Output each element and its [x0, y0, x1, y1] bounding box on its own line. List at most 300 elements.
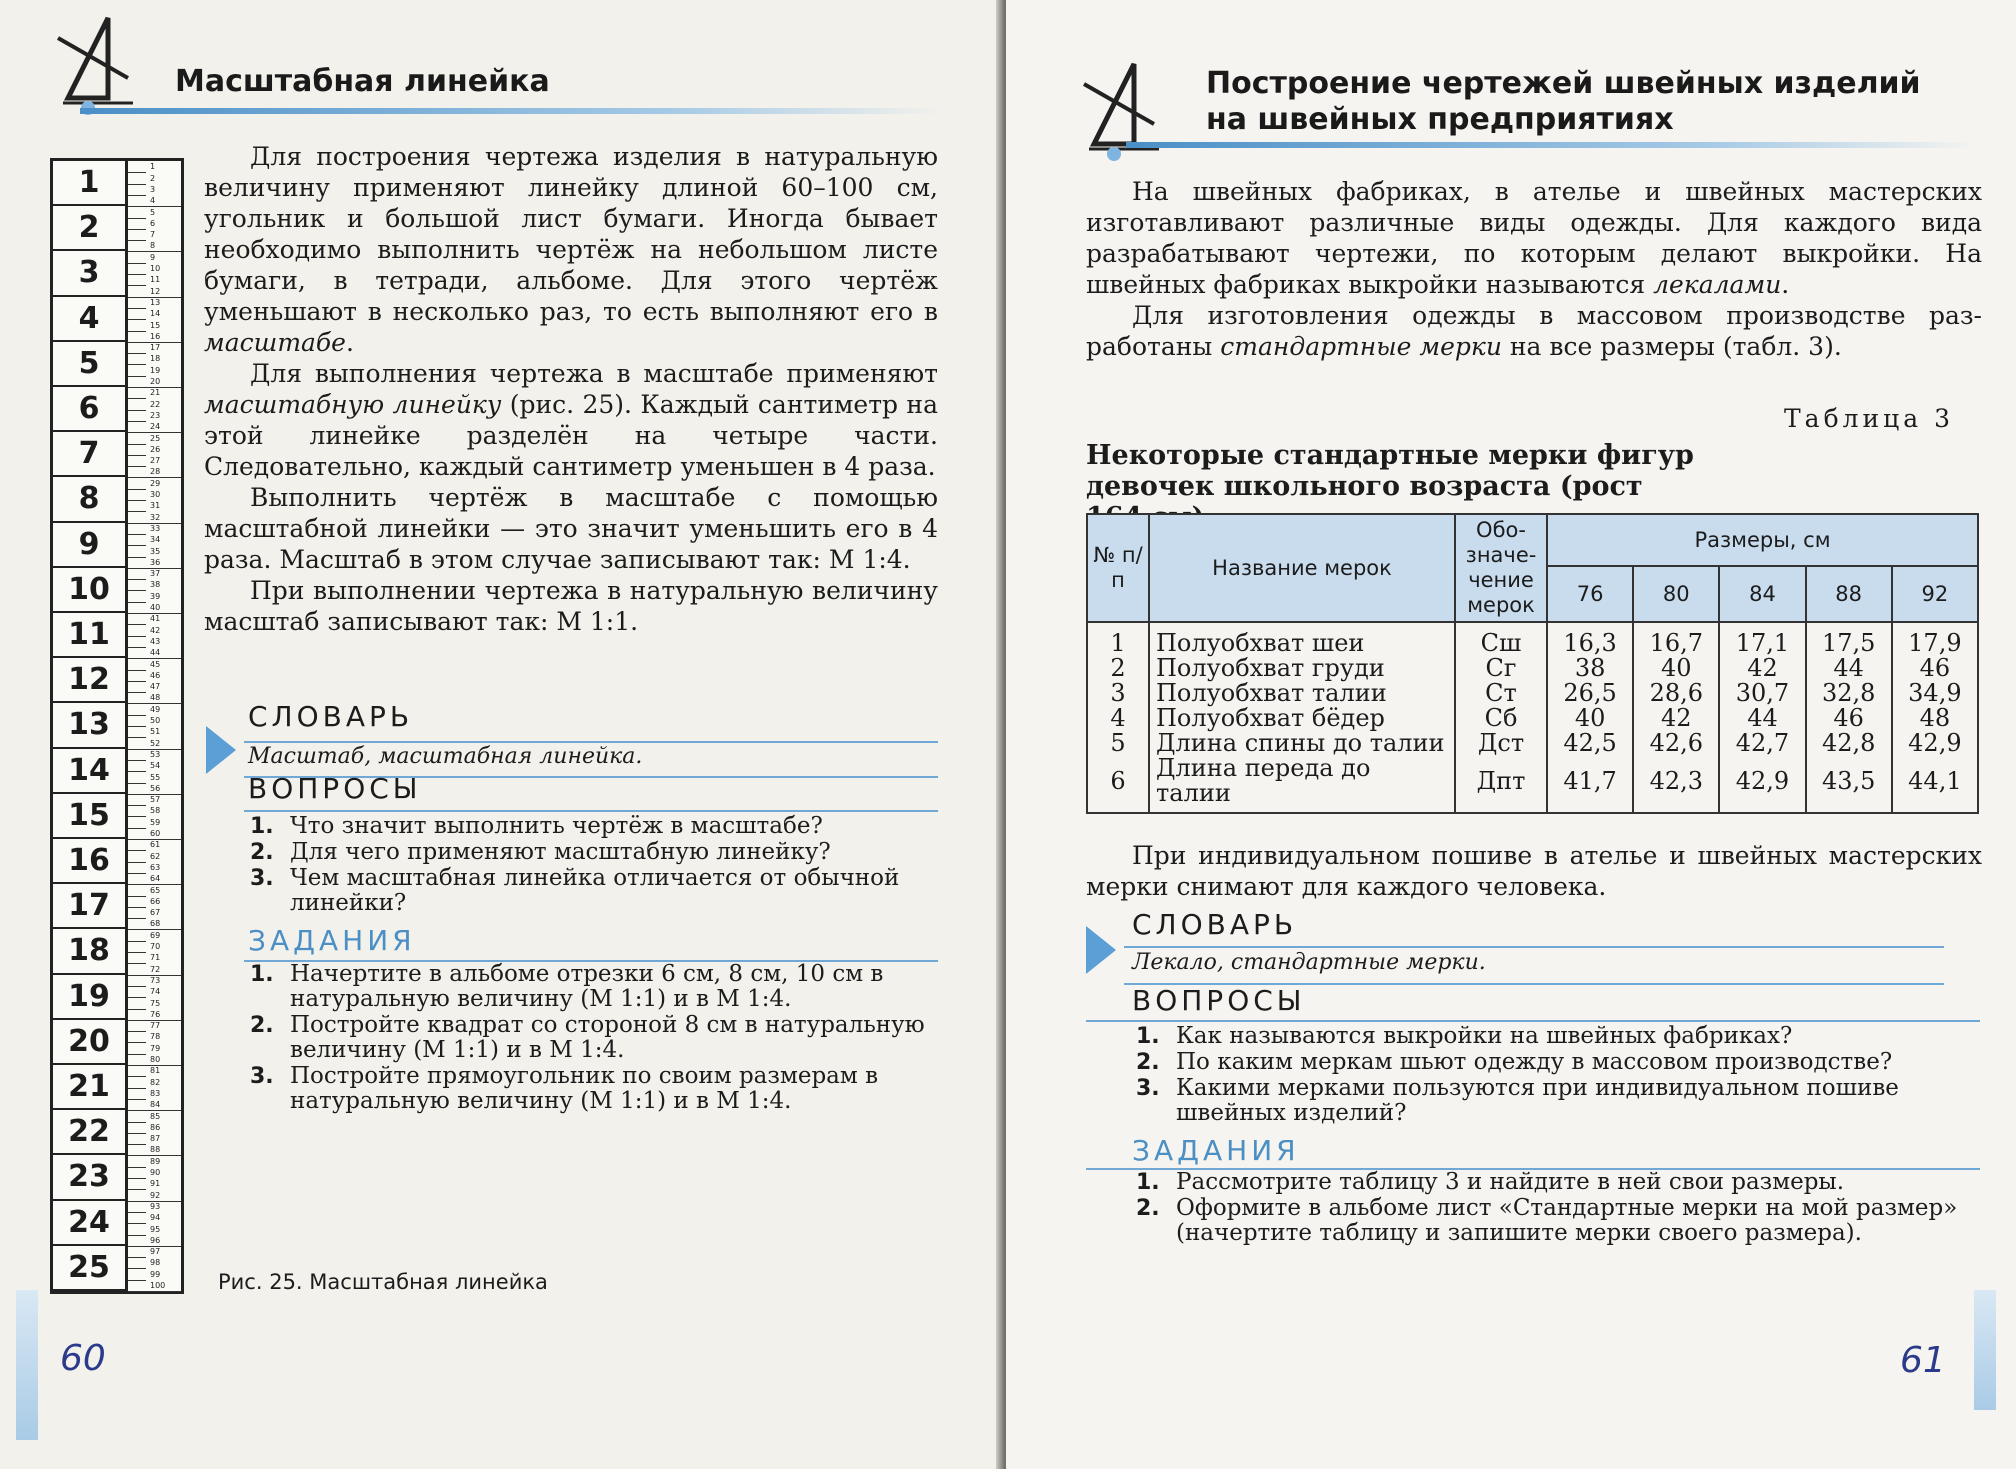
table-row [1087, 656, 1978, 681]
page-title: Построение чертежей швейных изделий на швейных предприятиях [1206, 66, 1921, 137]
ruler-tick [128, 1167, 146, 1168]
ruler-tick [128, 726, 146, 727]
ruler-tick-label: 55 [150, 772, 161, 782]
ruler-tick [128, 771, 146, 772]
ruler-tick-label: 47 [150, 682, 161, 692]
page-title: Масштабная линейка [175, 64, 550, 99]
list-item: 2. Постройте квадрат со стороной 8 см в натуральную величину (М 1:1) и в М 1:4. [250, 1012, 925, 1063]
cell-size-value: 44,1 [1892, 756, 1978, 813]
ruler-tick [128, 263, 146, 264]
column-header-num: № п/п [1087, 514, 1149, 622]
ruler-tick-label: 37 [150, 569, 161, 579]
ruler-tick [128, 907, 146, 908]
ruler-tick-label: 20 [150, 377, 161, 386]
cell-num: 4 [1087, 706, 1149, 731]
ruler-tick-label: 7 [150, 230, 156, 240]
paragraph: При выполнении чертежа в натуральную величину масштаб записывают так: М 1:1. [204, 576, 938, 636]
ruler-tick [128, 816, 146, 817]
ruler-tick [128, 1144, 146, 1145]
size-header: 88 [1806, 566, 1892, 622]
table-row [1087, 706, 1978, 731]
ruler-tick [128, 1280, 146, 1281]
ruler-tick-label: 60 [150, 829, 161, 838]
list-item: 2. Оформите в альбоме лист «Стандартные мерки на мой размер» (начертите таблицу и запишите мерки своего размера). [1136, 1195, 1958, 1246]
figure-caption: Рис. 25. Масштабная линейка [218, 1270, 548, 1294]
ruler-tick-label: 22 [150, 399, 161, 409]
ruler-tick [128, 715, 146, 716]
ruler-tick-label: 13 [150, 297, 161, 307]
ruler-tick [128, 873, 146, 874]
ruler-tick [128, 602, 146, 603]
cell-size-value: 42 [1633, 706, 1719, 731]
ruler-tick [128, 805, 146, 806]
ruler-tick-label: 19 [150, 365, 161, 375]
ruler-tick [128, 489, 146, 490]
cell-symbol: Ст [1455, 681, 1547, 706]
ruler-tick-label: 29 [150, 478, 161, 488]
ruler-tick-label: 46 [150, 670, 161, 680]
ruler-tick [128, 1088, 146, 1089]
ruler-tick-label: 59 [150, 817, 161, 827]
cell-size-value: 42,5 [1547, 731, 1633, 756]
ruler-tick-label: 58 [150, 806, 161, 816]
ruler-tick-label: 100 [150, 1281, 166, 1290]
ruler-tick [128, 1223, 146, 1224]
ruler-tick-label: 53 [150, 749, 161, 759]
ruler-tick-label: 44 [150, 648, 161, 658]
cell-name: Полуобхват шеи [1149, 622, 1455, 656]
ruler-cm-label: 8 [53, 477, 125, 522]
list-item: 1. Как называются выкройки на швейных фабриках? [1136, 1023, 1793, 1049]
table-row [1087, 681, 1978, 706]
ruler-tick-label: 31 [150, 501, 161, 511]
ruler-tick-label: 18 [150, 354, 161, 364]
right-page-edge-band [1974, 1290, 1996, 1410]
cell-num: 5 [1087, 731, 1149, 756]
ruler-tick-label: 72 [150, 964, 161, 974]
ruler-cm-label: 7 [53, 432, 125, 477]
column-header-sizes: Размеры, см [1547, 514, 1978, 566]
ruler-tick-label: 54 [150, 761, 161, 771]
dictionary-heading: СЛОВАРЬ [248, 700, 414, 733]
ruler-tick-label: 66 [150, 896, 161, 906]
paragraph: Для выполнения чертежа в масштабе применяют масштабную линейку (рис. 25). Каждый сантиметр на этой линейке разделён на четыре части. Следовательно, каждый сантиметр уменьшен в 4 раза. [204, 359, 938, 481]
ruler-tick-label: 10 [150, 264, 161, 273]
cell-num: 3 [1087, 681, 1149, 706]
tasks-list [250, 962, 940, 1115]
cell-size-value: 38 [1547, 656, 1633, 681]
cell-size-value: 28,6 [1633, 681, 1719, 706]
ruler-tick-label: 16 [150, 331, 161, 341]
ruler-tick [128, 850, 146, 851]
ruler-tick-label: 15 [150, 320, 161, 330]
ruler-tick-label: 64 [150, 874, 161, 884]
ruler-tick [128, 500, 146, 501]
cell-size-value: 16,7 [1633, 622, 1719, 656]
title-underline [1126, 142, 1976, 148]
ruler-tick [128, 545, 146, 546]
cell-symbol: Дст [1455, 731, 1547, 756]
ruler-tick-label: 5 [150, 207, 156, 217]
ruler-tick-label: 86 [150, 1122, 161, 1132]
ruler-tick [128, 997, 146, 998]
right-main-text [1086, 176, 1982, 362]
ruler-tick-label: 75 [150, 998, 161, 1008]
ruler-tick [128, 319, 146, 320]
ruler-tick-label: 17 [150, 343, 161, 353]
cell-size-value: 44 [1806, 656, 1892, 681]
ruler-tick-label: 45 [150, 659, 161, 669]
column-header-name: Название мерок [1149, 514, 1455, 622]
ruler-tick-label: 70 [150, 942, 161, 951]
ruler-tick [128, 1178, 146, 1179]
ruler-tick-label: 11 [150, 275, 161, 285]
ruler-tick-label: 78 [150, 1032, 161, 1042]
cell-size-value: 42,9 [1719, 756, 1805, 813]
ruler-tick-label: 92 [150, 1190, 161, 1200]
ruler-tick [128, 1268, 146, 1269]
ruler-cm-label: 2 [53, 206, 125, 251]
ruler-tick-label: 36 [150, 557, 161, 567]
ruler-tick [128, 1257, 146, 1258]
cell-size-value: 41,7 [1547, 756, 1633, 813]
cell-symbol: Дпт [1455, 756, 1547, 813]
ruler-tick-label: 40 [150, 603, 161, 612]
ruler-tick-label: 91 [150, 1179, 161, 1189]
list-item: 1. Начертите в альбоме отрезки 6 см, 8 см, 10 см в натуральную величину (М 1:1) и в М 1:4. [250, 961, 884, 1012]
ruler-tick-label: 69 [150, 930, 161, 940]
ruler-tick-label: 8 [150, 241, 156, 251]
ruler-tick-label: 25 [150, 433, 161, 443]
cell-size-value: 32,8 [1806, 681, 1892, 706]
ruler-cm-label: 24 [53, 1201, 125, 1246]
ruler-tick [128, 1054, 146, 1055]
cell-size-value: 34,9 [1892, 681, 1978, 706]
ruler-cm-label: 21 [53, 1065, 125, 1110]
ruler-tick [128, 1099, 146, 1100]
list-item: 1. Что значит выполнить чертёж в масштабе? [250, 813, 823, 839]
ruler-tick [128, 195, 146, 196]
ruler-tick-label: 56 [150, 783, 161, 793]
ruler-tick-label: 57 [150, 795, 161, 805]
ruler-tick-label: 85 [150, 1111, 161, 1121]
ruler-tick-label: 98 [150, 1258, 161, 1268]
divider [1124, 946, 1944, 948]
ruler-tick-label: 95 [150, 1224, 161, 1234]
ruler-cm-label: 16 [53, 839, 125, 884]
left-page-edge-band [16, 1290, 38, 1440]
paragraph: Для изготовления одежды в массовом производстве разработаны стандартные мерки на все размеры (табл. 3). [1086, 301, 1982, 361]
cell-size-value: 42,3 [1633, 756, 1719, 813]
size-header: 80 [1633, 566, 1719, 622]
page-number: 61 [1900, 1340, 1946, 1381]
tasks-heading: ЗАДАНИЯ [1132, 1134, 1300, 1167]
ruler-tick-label: 96 [150, 1235, 161, 1245]
ruler-tick [128, 557, 146, 558]
questions-heading: ВОПРОСЫ [248, 772, 422, 805]
ruler-tick-label: 24 [150, 422, 161, 432]
ruler-tick [128, 455, 146, 456]
ruler-cm-label: 12 [53, 658, 125, 703]
cell-size-value: 42,6 [1633, 731, 1719, 756]
ruler-tick-label: 2 [150, 173, 156, 183]
ruler-tick [128, 862, 146, 863]
left-page [0, 0, 1006, 1469]
ruler-tick [128, 274, 146, 275]
ruler-tick-label: 27 [150, 456, 161, 466]
ruler-tick [128, 1122, 146, 1123]
ruler-tick [128, 376, 146, 377]
ruler-tick [128, 240, 146, 241]
ruler-tick-label: 1 [150, 162, 156, 172]
ruler-tick-label: 39 [150, 591, 161, 601]
cell-name: Длина переда до талии [1149, 756, 1455, 813]
ruler-tick [128, 647, 146, 648]
cell-size-value: 42,8 [1806, 731, 1892, 756]
ruler-cm-label: 25 [53, 1246, 125, 1291]
ruler-tick [128, 1042, 146, 1043]
ruler-tick [128, 1031, 146, 1032]
ruler-tick-label: 21 [150, 388, 161, 398]
ruler-tick-label: 99 [150, 1269, 161, 1279]
ruler-tick-label: 67 [150, 908, 161, 918]
cell-num: 6 [1087, 756, 1149, 813]
ruler-tick-label: 14 [150, 309, 161, 319]
ruler-cm-label: 14 [53, 749, 125, 794]
table-label: Таблица 3 [1784, 404, 1955, 433]
ruler-tick-label: 80 [150, 1055, 161, 1064]
cell-size-value: 17,5 [1806, 622, 1892, 656]
ruler-tick [128, 681, 146, 682]
ruler-tick [128, 783, 146, 784]
ruler-tick-label: 74 [150, 987, 161, 997]
paragraph: На швейных фабриках, в ателье и швейных мастерских изготавливают различные виды одежды. Для каждого вида разрабатывают чертежи, по которым делают выкройки. На швейных фабриках выкройки называются лекалами. [1086, 177, 1982, 299]
cell-size-value: 44 [1719, 706, 1805, 731]
ruler-cm-label: 10 [53, 568, 125, 613]
ruler-tick-label: 83 [150, 1088, 161, 1098]
divider [244, 810, 938, 812]
ruler-tick [128, 331, 146, 332]
cell-size-value: 48 [1892, 706, 1978, 731]
ruler-tick-label: 32 [150, 512, 161, 522]
size-header: 92 [1892, 566, 1978, 622]
ruler-tick-label: 89 [150, 1156, 161, 1166]
measurements-table [1086, 513, 1979, 814]
ruler-tick-label: 71 [150, 953, 161, 963]
ruler-tick [128, 410, 146, 411]
ruler-tick-label: 77 [150, 1021, 161, 1031]
ruler-tick-label: 48 [150, 693, 161, 703]
ruler-tick-label: 9 [150, 252, 156, 262]
ruler-cm-label: 19 [53, 975, 125, 1020]
ruler-tick-label: 34 [150, 535, 161, 545]
table-row [1087, 731, 1978, 756]
ruler-tick [128, 184, 146, 185]
cell-symbol: Сб [1455, 706, 1547, 731]
ruler-tick [128, 896, 146, 897]
ruler-tick-label: 30 [150, 490, 161, 499]
ruler-tick-label: 43 [150, 636, 161, 646]
ruler-cm-label: 17 [53, 884, 125, 929]
ruler-tick-label: 93 [150, 1201, 161, 1211]
table-title: Некоторые стандартные мерки фигур девочек школьного возраста (рост [1086, 440, 1694, 502]
tasks-heading: ЗАДАНИЯ [248, 924, 416, 957]
cell-size-value: 40 [1633, 656, 1719, 681]
ruler-tick-label: 87 [150, 1134, 161, 1144]
column-header-symbol: Обозначечение мерок [1455, 514, 1547, 622]
ruler-tick-label: 82 [150, 1077, 161, 1087]
ruler-cm-label: 11 [53, 613, 125, 658]
list-item: 3. Какими мерками пользуются при индивидуальном пошиве швейных изделий? [1136, 1075, 1899, 1126]
cell-size-value: 16,3 [1547, 622, 1633, 656]
ruler-cm-label: 9 [53, 523, 125, 568]
ruler-cm-label: 6 [53, 387, 125, 432]
ruler-tick [128, 963, 146, 964]
cell-name: Длина спины до талии [1149, 731, 1455, 756]
size-header: 84 [1719, 566, 1805, 622]
ruler-tick-label: 41 [150, 614, 161, 624]
ruler-tick-label: 65 [150, 885, 161, 895]
ruler-cm-label: 13 [53, 703, 125, 748]
ruler-tick-label: 62 [150, 851, 161, 861]
ruler-tick-label: 63 [150, 862, 161, 872]
ruler-tick [128, 398, 146, 399]
scale-ruler [50, 158, 184, 1294]
ruler-tick [128, 364, 146, 365]
ruler-tick-label: 76 [150, 1009, 161, 1019]
ruler-tick-label: 23 [150, 410, 161, 420]
cell-size-value: 17,9 [1892, 622, 1978, 656]
dictionary-marker-icon [1086, 926, 1116, 974]
ruler-tick-label: 42 [150, 625, 161, 635]
ruler-tick-label: 84 [150, 1100, 161, 1110]
ruler-cm-label: 5 [53, 342, 125, 387]
ruler-cm-label: 1 [53, 161, 125, 206]
ruler-cm-label: 3 [53, 251, 125, 296]
ruler-tick-label: 88 [150, 1145, 161, 1155]
ruler-tick [128, 534, 146, 535]
cell-size-value: 42 [1719, 656, 1805, 681]
ruler-tick [128, 737, 146, 738]
ruler-cm-label: 4 [53, 297, 125, 342]
cell-size-value: 46 [1806, 706, 1892, 731]
ruler-tick [128, 1291, 181, 1292]
ruler-tick-label: 26 [150, 444, 161, 454]
ruler-tick-label: 81 [150, 1066, 161, 1076]
divider [1086, 1020, 1980, 1022]
size-header: 76 [1547, 566, 1633, 622]
cell-name: Полуобхват бёдер [1149, 706, 1455, 731]
ruler-tick [128, 670, 146, 671]
questions-list [1136, 1024, 1982, 1127]
cell-size-value: 42,9 [1892, 731, 1978, 756]
ruler-cm-label: 15 [53, 794, 125, 839]
ruler-tick [128, 1009, 146, 1010]
cell-num: 1 [1087, 622, 1149, 656]
ruler-tick [128, 918, 146, 919]
cell-name: Полуобхват талии [1149, 681, 1455, 706]
ruler-tick [128, 828, 146, 829]
paragraph: Выполнить чертёж в масштабе с помощью масштабной линейки — это значит уменьшить его в 4 раза. Масштаб в этом случае записывают так: М 1:4. [204, 483, 938, 574]
paragraph: Для построения чертежа изделия в натуральную величину применяют линейку длиной 60–100 см, угольник и большой лист бумаги. Иногда бывает необходимо выполнить чертёж на небольшом листе бумаги, в тетради, альбоме. Для этого чертёж уменьшают в несколько раз, то есть выполняют его в масштабе. [204, 142, 938, 357]
ruler-tick [128, 511, 146, 512]
cell-symbol: Сш [1455, 622, 1547, 656]
ruler-tick [128, 624, 146, 625]
ruler-tick [128, 466, 146, 467]
ruler-tick-label: 49 [150, 704, 161, 714]
ruler-tick-label: 50 [150, 716, 161, 725]
table-row [1087, 622, 1978, 656]
ruler-tick-label: 97 [150, 1247, 161, 1257]
ruler-tick [128, 636, 146, 637]
ruler-cm-label: 18 [53, 929, 125, 974]
individual-tailoring-text: При индивидуальном пошиве в ателье и швейных мастерских мерки снимают для каждого человека. [1086, 841, 1982, 901]
cell-size-value: 46 [1892, 656, 1978, 681]
ruler-tick-label: 35 [150, 546, 161, 556]
ruler-tick-label: 61 [150, 840, 161, 850]
ruler-tick [128, 285, 146, 286]
dictionary-heading: СЛОВАРЬ [1132, 908, 1298, 941]
ruler-tick-label: 4 [150, 196, 156, 206]
questions-heading: ВОПРОСЫ [1132, 984, 1306, 1017]
dictionary-marker-icon [206, 726, 236, 774]
ruler-tick-label: 51 [150, 727, 161, 737]
cell-symbol: Сг [1455, 656, 1547, 681]
ruler-cm-label: 23 [53, 1155, 125, 1200]
right-page [1006, 0, 2016, 1469]
ruler-tick-label: 6 [150, 218, 156, 228]
cell-size-value: 42,7 [1719, 731, 1805, 756]
dictionary-text: Масштаб, масштабная линейка. [248, 744, 643, 769]
ruler-tick [128, 1133, 146, 1134]
questions-list [250, 814, 940, 917]
tasks-list [1136, 1170, 1982, 1247]
ruler-tick [128, 1235, 146, 1236]
page-number: 60 [60, 1338, 106, 1379]
ruler-cm-label: 22 [53, 1110, 125, 1155]
ruler-tick [128, 444, 146, 445]
list-item: 1. Рассмотрите таблицу 3 и найдите в ней свои размеры. [1136, 1169, 1845, 1195]
ruler-tick [128, 952, 146, 953]
ruler-tick-label: 28 [150, 467, 161, 477]
divider [244, 741, 938, 743]
cell-size-value: 43,5 [1806, 756, 1892, 813]
ruler-tick-label: 38 [150, 580, 161, 590]
ruler-tick [128, 941, 146, 942]
ruler-tick [128, 218, 146, 219]
left-main-text [204, 141, 938, 637]
ruler-tick-label: 12 [150, 286, 161, 296]
cell-size-value: 17,1 [1719, 622, 1805, 656]
ruler-cm-label: 20 [53, 1020, 125, 1065]
list-item: 3. Чем масштабная линейка отличается от обычной линейки? [250, 865, 900, 916]
ruler-tick [128, 421, 146, 422]
ruler-tick [128, 590, 146, 591]
cell-size-value: 30,7 [1719, 681, 1805, 706]
list-item: 2. Для чего применяют масштабную линейку? [250, 839, 831, 865]
title-underline [80, 108, 940, 114]
ruler-tick [128, 308, 146, 309]
cell-size-value: 26,5 [1547, 681, 1633, 706]
list-item: 2. По каким меркам шьют одежду в массовом производстве? [1136, 1049, 1893, 1075]
ruler-tick [128, 1076, 146, 1077]
ruler-tick-label: 68 [150, 919, 161, 929]
cell-size-value: 40 [1547, 706, 1633, 731]
dictionary-text: Лекало, стандартные мерки. [1132, 950, 1486, 975]
cell-name: Полуобхват груди [1149, 656, 1455, 681]
ruler-tick-label: 3 [150, 184, 156, 194]
ruler-tick-label: 90 [150, 1168, 161, 1177]
